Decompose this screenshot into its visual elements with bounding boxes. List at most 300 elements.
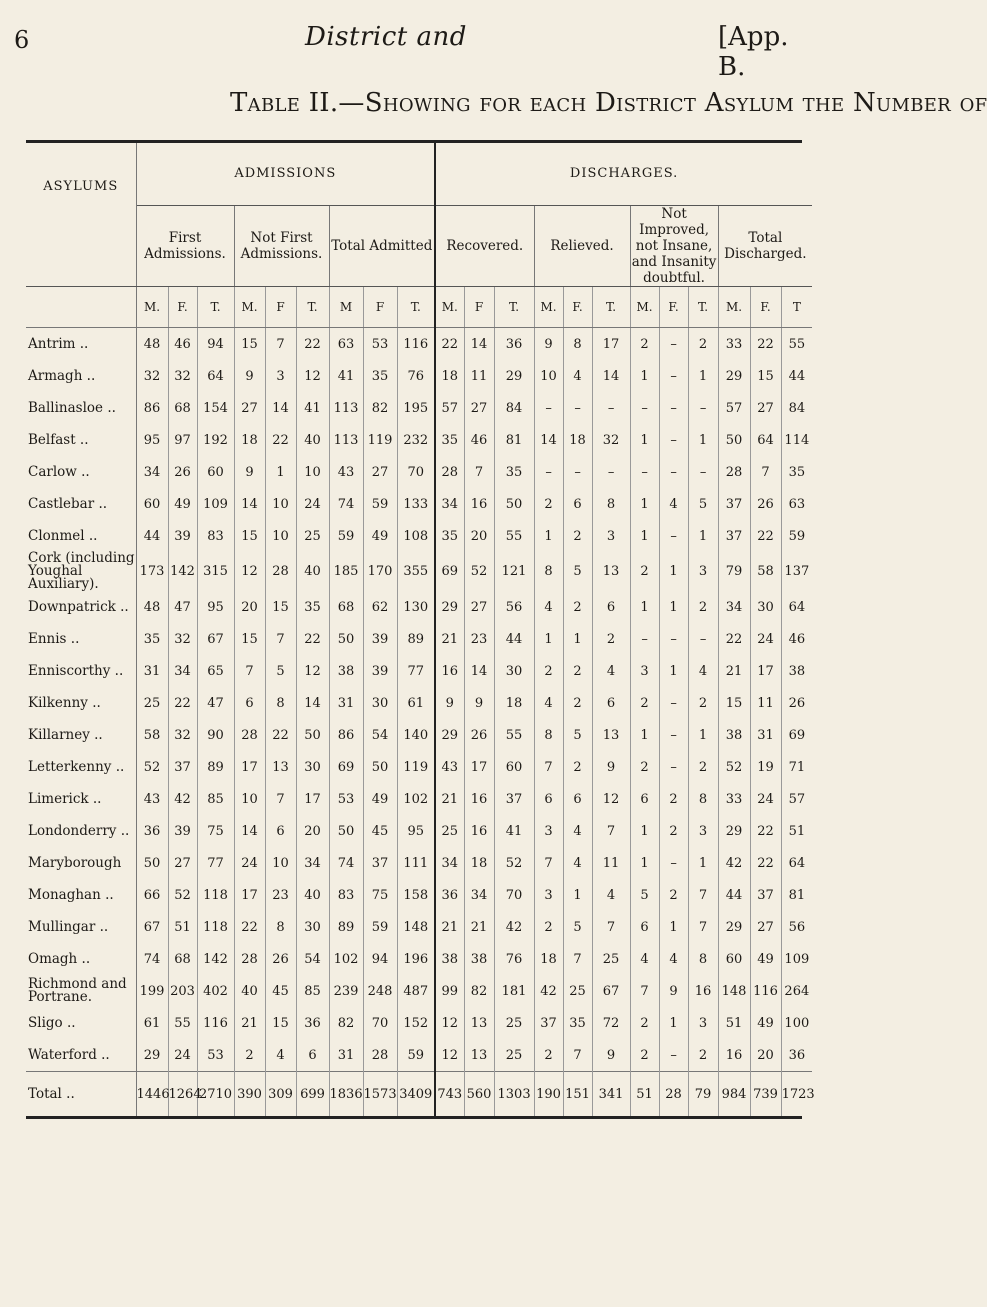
table-cell: 22 [435, 328, 464, 361]
table-cell: 44 [781, 360, 812, 392]
table-cell: 9 [534, 328, 563, 361]
table-cell: – [563, 392, 592, 424]
table-cell: 32 [168, 360, 197, 392]
table-cell: 36 [296, 1007, 329, 1039]
asylum-name: Clonmel .. [26, 520, 136, 552]
table-cell: 50 [296, 719, 329, 751]
table-cell: 5 [265, 655, 296, 687]
table-cell: 743 [435, 1072, 464, 1117]
table-cell: 14 [234, 815, 265, 847]
table-cell: 74 [136, 943, 168, 975]
table-cell: 41 [329, 360, 363, 392]
table-cell: – [659, 687, 688, 719]
table-cell: 32 [136, 360, 168, 392]
table-cell: 2 [688, 1039, 718, 1072]
table-cell: 18 [534, 943, 563, 975]
table-cell: 7 [265, 783, 296, 815]
table-cell: 2 [234, 1039, 265, 1072]
table-cell: 18 [435, 360, 464, 392]
table-cell: 77 [397, 655, 435, 687]
table-cell: 7 [534, 847, 563, 879]
table-row [26, 520, 812, 552]
table-cell: 32 [168, 719, 197, 751]
table-cell: 64 [750, 424, 781, 456]
sub-header-3: M. [234, 287, 265, 328]
table-cell: 13 [265, 751, 296, 783]
table-cell: 11 [592, 847, 630, 879]
table-cell: 3 [688, 815, 718, 847]
table-cell: 32 [592, 424, 630, 456]
table-cell: 69 [435, 552, 464, 591]
table-cell: 2 [534, 488, 563, 520]
table-cell: 31 [750, 719, 781, 751]
table-cell: 6 [296, 1039, 329, 1072]
table-cell: 28 [659, 1072, 688, 1117]
table-cell: 4 [630, 943, 659, 975]
table-cell: 34 [435, 488, 464, 520]
table-cell: 199 [136, 975, 168, 1007]
table-cell: 1 [659, 552, 688, 591]
table-cell: 2 [563, 591, 592, 623]
table-cell: 31 [136, 655, 168, 687]
table-cell: 4 [265, 1039, 296, 1072]
table-cell: 1303 [494, 1072, 534, 1117]
table-cell: 35 [435, 424, 464, 456]
table-cell: 10 [534, 360, 563, 392]
table-cell: 6 [265, 815, 296, 847]
table-cell: 15 [750, 360, 781, 392]
table-row [26, 751, 812, 783]
table-cell: – [659, 456, 688, 488]
table-cell: 50 [363, 751, 397, 783]
table-cell: – [688, 392, 718, 424]
table-cell: 61 [136, 1007, 168, 1039]
table-cell: 35 [296, 591, 329, 623]
table-cell: 27 [750, 911, 781, 943]
table-cell: 35 [136, 623, 168, 655]
table-cell: 69 [781, 719, 812, 751]
table-cell: 192 [197, 424, 234, 456]
table-cell: 27 [363, 456, 397, 488]
table-cell: 84 [781, 392, 812, 424]
table-cell: 30 [494, 655, 534, 687]
table-cell: 6 [563, 488, 592, 520]
table-cell: 1264 [168, 1072, 197, 1117]
table-cell: 1723 [781, 1072, 812, 1117]
table-cell: 29 [136, 1039, 168, 1072]
table-cell: 75 [363, 879, 397, 911]
table-cell: 18 [464, 847, 494, 879]
table-cell: 63 [781, 488, 812, 520]
table-cell: 25 [296, 520, 329, 552]
asylum-name: Omagh .. [26, 943, 136, 975]
table-cell: 29 [718, 360, 750, 392]
table-cell: 487 [397, 975, 435, 1007]
table-cell: 49 [363, 520, 397, 552]
table-cell: – [659, 1039, 688, 1072]
table-cell: 16 [688, 975, 718, 1007]
table-cell: 52 [136, 751, 168, 783]
table-cell: 95 [136, 424, 168, 456]
table-cell: 12 [435, 1039, 464, 1072]
table-cell: 36 [435, 879, 464, 911]
table-row [26, 591, 812, 623]
table-cell: 28 [435, 456, 464, 488]
table-cell: 7 [265, 328, 296, 361]
table-cell: 62 [363, 591, 397, 623]
table-cell: 55 [494, 520, 534, 552]
table-cell: 7 [464, 456, 494, 488]
table-cell: 37 [168, 751, 197, 783]
table-cell: 2 [688, 687, 718, 719]
asylum-name: Maryborough [26, 847, 136, 879]
sub-header-11: T. [494, 287, 534, 328]
table-cell: 26 [464, 719, 494, 751]
table-cell: 137 [781, 552, 812, 591]
sub-header-2: T. [197, 287, 234, 328]
table-cell: 15 [234, 623, 265, 655]
table-cell: 35 [494, 456, 534, 488]
table-cell: 34 [718, 591, 750, 623]
asylum-name: Carlow .. [26, 456, 136, 488]
sub-header-10: F [464, 287, 494, 328]
table-cell: 79 [718, 552, 750, 591]
table-cell: 1 [630, 488, 659, 520]
table-cell: 4 [563, 815, 592, 847]
table-cell: – [659, 328, 688, 361]
table-cell: 5 [563, 911, 592, 943]
table-cell: 90 [197, 719, 234, 751]
table-cell: 28 [718, 456, 750, 488]
table-cell: 39 [168, 815, 197, 847]
table-cell: 239 [329, 975, 363, 1007]
table-cell: 41 [296, 392, 329, 424]
total-row [26, 1072, 812, 1117]
table-cell: 2 [630, 328, 659, 361]
table-cell: 4 [534, 687, 563, 719]
table-cell: 24 [750, 623, 781, 655]
table-cell: 10 [296, 456, 329, 488]
table-cell: 21 [435, 911, 464, 943]
table-cell: 1 [659, 1007, 688, 1039]
table-cell: 45 [265, 975, 296, 1007]
table-cell: 2 [688, 751, 718, 783]
table-cell: 10 [265, 488, 296, 520]
sub-header-16: F. [659, 287, 688, 328]
table-cell: 22 [168, 687, 197, 719]
table-cell: 1 [630, 719, 659, 751]
table-cell: 3 [630, 655, 659, 687]
table-cell: 37 [718, 520, 750, 552]
table-row [26, 488, 812, 520]
table-cell: 9 [659, 975, 688, 1007]
table-cell: 6 [534, 783, 563, 815]
table-cell: 28 [363, 1039, 397, 1072]
table-cell: 40 [296, 424, 329, 456]
sub-header-1: F. [168, 287, 197, 328]
table-cell: 19 [750, 751, 781, 783]
table-cell: 22 [750, 328, 781, 361]
table-cell: 2710 [197, 1072, 234, 1117]
table-cell: 85 [296, 975, 329, 1007]
table-cell: 84 [494, 392, 534, 424]
table-cell: 43 [136, 783, 168, 815]
table-cell: 102 [397, 783, 435, 815]
table-cell: 1 [659, 911, 688, 943]
table-cell: – [688, 456, 718, 488]
table-row [26, 975, 812, 1007]
table-cell: 109 [781, 943, 812, 975]
table-cell: 83 [197, 520, 234, 552]
asylum-name: Cork (including Youghal Auxiliary). [28, 550, 135, 592]
table-cell: 1 [688, 424, 718, 456]
table-cell: 7 [563, 943, 592, 975]
table-cell: 15 [265, 1007, 296, 1039]
table-cell: 39 [363, 655, 397, 687]
table-cell: 1 [534, 520, 563, 552]
table-cell: 55 [494, 719, 534, 751]
table-cell: 109 [197, 488, 234, 520]
table-cell: 70 [363, 1007, 397, 1039]
table-cell: 27 [750, 392, 781, 424]
table-cell: 44 [718, 879, 750, 911]
group-header-3: Recovered. [435, 206, 534, 287]
asylum-name: Waterford .. [26, 1039, 136, 1072]
table-cell: 8 [688, 943, 718, 975]
table-cell: 196 [397, 943, 435, 975]
table-cell: 33 [718, 783, 750, 815]
table-cell: 28 [265, 552, 296, 591]
table-cell: 89 [329, 911, 363, 943]
table-cell: 119 [363, 424, 397, 456]
table-cell: 34 [464, 879, 494, 911]
table-cell: 121 [494, 552, 534, 591]
table-cell: 29 [718, 911, 750, 943]
table-cell: 4 [563, 360, 592, 392]
table-cell: 25 [494, 1007, 534, 1039]
table-cell: 22 [750, 815, 781, 847]
table-cell: 2 [534, 655, 563, 687]
table-cell: 25 [136, 687, 168, 719]
table-cell: 38 [329, 655, 363, 687]
table-row [26, 847, 812, 879]
table-cell: 116 [397, 328, 435, 361]
table-cell: 15 [718, 687, 750, 719]
asylum-name: Belfast .. [26, 424, 136, 456]
table-caption: Table II.—Showing for each District Asylum the Number of [230, 88, 987, 118]
discharges-heading: DISCHARGES. [435, 143, 812, 206]
table-row [26, 552, 812, 591]
table-cell: 29 [435, 591, 464, 623]
table-cell: 22 [265, 719, 296, 751]
sub-header-14: T. [592, 287, 630, 328]
table-cell: 97 [168, 424, 197, 456]
table-cell: 142 [168, 552, 197, 591]
table-cell: 43 [435, 751, 464, 783]
table-cell: 15 [234, 328, 265, 361]
table-cell: 7 [688, 879, 718, 911]
table-cell: 27 [168, 847, 197, 879]
table-cell: 77 [197, 847, 234, 879]
table-cell: 35 [781, 456, 812, 488]
table-cell: 181 [494, 975, 534, 1007]
table-cell: 10 [234, 783, 265, 815]
table-cell: 111 [397, 847, 435, 879]
table-cell: 2 [563, 687, 592, 719]
table-cell: 43 [329, 456, 363, 488]
table-cell: 173 [136, 552, 168, 591]
table-cell: 34 [296, 847, 329, 879]
table-cell: 390 [234, 1072, 265, 1117]
table-cell: 22 [750, 520, 781, 552]
table-cell: – [659, 520, 688, 552]
table-cell: 1836 [329, 1072, 363, 1117]
table-cell: 3 [688, 1007, 718, 1039]
table-cell: 95 [397, 815, 435, 847]
table-cell: 24 [168, 1039, 197, 1072]
table-cell: – [659, 360, 688, 392]
table-cell: 34 [168, 655, 197, 687]
table-cell: 16 [464, 783, 494, 815]
table-cell: 31 [329, 1039, 363, 1072]
table-cell: 59 [363, 488, 397, 520]
table-cell: 2 [534, 1039, 563, 1072]
table-cell: 45 [363, 815, 397, 847]
table-cell: 10 [265, 520, 296, 552]
table-cell: 4 [688, 655, 718, 687]
table-cell: 23 [265, 879, 296, 911]
table-cell: 3409 [397, 1072, 435, 1117]
table-cell: 1 [688, 360, 718, 392]
table-cell: 59 [397, 1039, 435, 1072]
table-cell: 102 [329, 943, 363, 975]
group-header-2: Total Admitted [329, 206, 435, 287]
asylum-sub-blank [26, 287, 136, 328]
sub-header-6: M [329, 287, 363, 328]
table-row [26, 623, 812, 655]
table-cell: 99 [435, 975, 464, 1007]
group-header-1: Not First Admissions. [234, 206, 329, 287]
table-cell: 40 [296, 552, 329, 591]
table-cell: 20 [234, 591, 265, 623]
table-row [26, 911, 812, 943]
table-cell: 60 [136, 488, 168, 520]
table-cell: 12 [592, 783, 630, 815]
table-row [26, 392, 812, 424]
table-cell: 3 [265, 360, 296, 392]
sub-header-4: F [265, 287, 296, 328]
table-cell: 36 [781, 1039, 812, 1072]
group-header-4: Relieved. [534, 206, 630, 287]
table-cell: 64 [197, 360, 234, 392]
table-cell: 56 [494, 591, 534, 623]
table-cell: 1 [630, 360, 659, 392]
table-cell: 9 [592, 751, 630, 783]
running-right: [App. B. [718, 22, 789, 82]
table-cell: 9 [234, 360, 265, 392]
table-cell: 57 [781, 783, 812, 815]
table-cell: 26 [265, 943, 296, 975]
table-cell: 59 [329, 520, 363, 552]
table-cell: 7 [563, 1039, 592, 1072]
table-cell: 15 [234, 520, 265, 552]
table-cell: 29 [718, 815, 750, 847]
table-cell: 154 [197, 392, 234, 424]
table-cell: 13 [592, 719, 630, 751]
table-row [26, 815, 812, 847]
table-row [26, 655, 812, 687]
table-cell: 2 [563, 751, 592, 783]
table-cell: 59 [363, 911, 397, 943]
table-cell: 57 [718, 392, 750, 424]
table-cell: 6 [234, 687, 265, 719]
table-cell: 203 [168, 975, 197, 1007]
table-cell: 54 [363, 719, 397, 751]
table-cell: 67 [197, 623, 234, 655]
table-cell: 82 [464, 975, 494, 1007]
table-cell: 44 [136, 520, 168, 552]
sub-header-15: M. [630, 287, 659, 328]
table-cell: 15 [265, 591, 296, 623]
table-cell: 119 [397, 751, 435, 783]
running-title: District and [305, 22, 467, 52]
table-cell: 34 [136, 456, 168, 488]
table-cell: 22 [265, 424, 296, 456]
table-cell: 18 [234, 424, 265, 456]
table-cell: 59 [781, 520, 812, 552]
table-cell: 1 [630, 815, 659, 847]
table-cell: 54 [296, 943, 329, 975]
table-cell: 118 [197, 911, 234, 943]
admissions-heading: ADMISSIONS [136, 143, 435, 206]
table-cell: 26 [781, 687, 812, 719]
table-cell: 42 [494, 911, 534, 943]
table-cell: 82 [329, 1007, 363, 1039]
table-cell: 33 [718, 328, 750, 361]
table-cell: 1 [630, 847, 659, 879]
table-cell: 116 [750, 975, 781, 1007]
table-cell: 148 [718, 975, 750, 1007]
table-cell: 30 [750, 591, 781, 623]
asylum-name: Mullingar .. [26, 911, 136, 943]
table-cell: 8 [265, 687, 296, 719]
table-cell: 38 [781, 655, 812, 687]
table-cell: 27 [464, 591, 494, 623]
sub-header-13: F. [563, 287, 592, 328]
table-cell: 7 [265, 623, 296, 655]
table-cell: 1 [563, 879, 592, 911]
asylum-name: Armagh .. [26, 360, 136, 392]
table-cell: 264 [781, 975, 812, 1007]
table-cell: 7 [592, 911, 630, 943]
table-cell: 25 [563, 975, 592, 1007]
asylum-name: Richmond and Portrane. [26, 975, 136, 1007]
table-cell: 2 [563, 520, 592, 552]
table-cell: 35 [363, 360, 397, 392]
table-cell: – [592, 392, 630, 424]
table-cell: 7 [630, 975, 659, 1007]
table-cell: 76 [494, 943, 534, 975]
table-cell: 41 [494, 815, 534, 847]
table-cell: 68 [329, 591, 363, 623]
table-cell: 4 [592, 879, 630, 911]
table-cell: 1 [265, 456, 296, 488]
table-cell: 42 [168, 783, 197, 815]
table-cell: 2 [630, 552, 659, 591]
table-cell: 5 [688, 488, 718, 520]
asylum-name: Castlebar .. [26, 488, 136, 520]
table-cell: 1 [534, 623, 563, 655]
